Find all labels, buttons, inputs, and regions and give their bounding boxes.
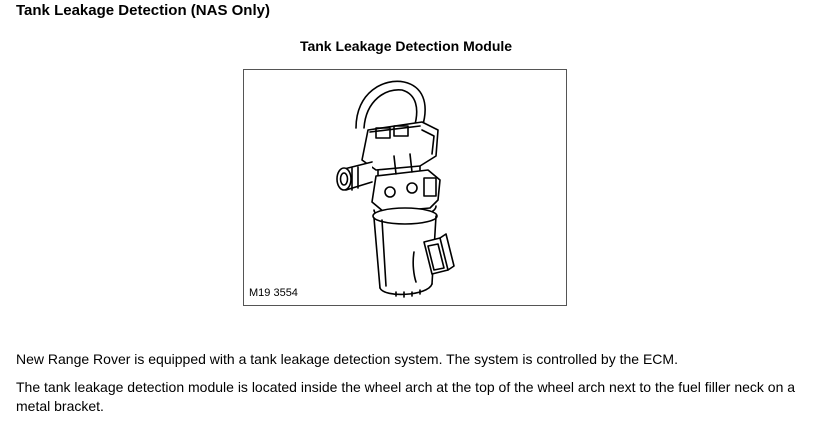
paragraph-1: New Range Rover is equipped with a tank leakage detection system. The system is controlled by the ECM.: [16, 351, 678, 367]
section-heading: Tank Leakage Detection (NAS Only): [16, 2, 270, 19]
tank-leakage-module-illustration: [244, 70, 566, 305]
figure-frame: [243, 69, 567, 306]
figure-reference: M19 3554: [249, 287, 298, 299]
figure-title: Tank Leakage Detection Module: [299, 38, 513, 54]
paragraph-2: The tank leakage detection module is located inside the wheel arch at the top of the wheel arch next to the fuel filler neck on a metal bracket.: [16, 379, 796, 414]
